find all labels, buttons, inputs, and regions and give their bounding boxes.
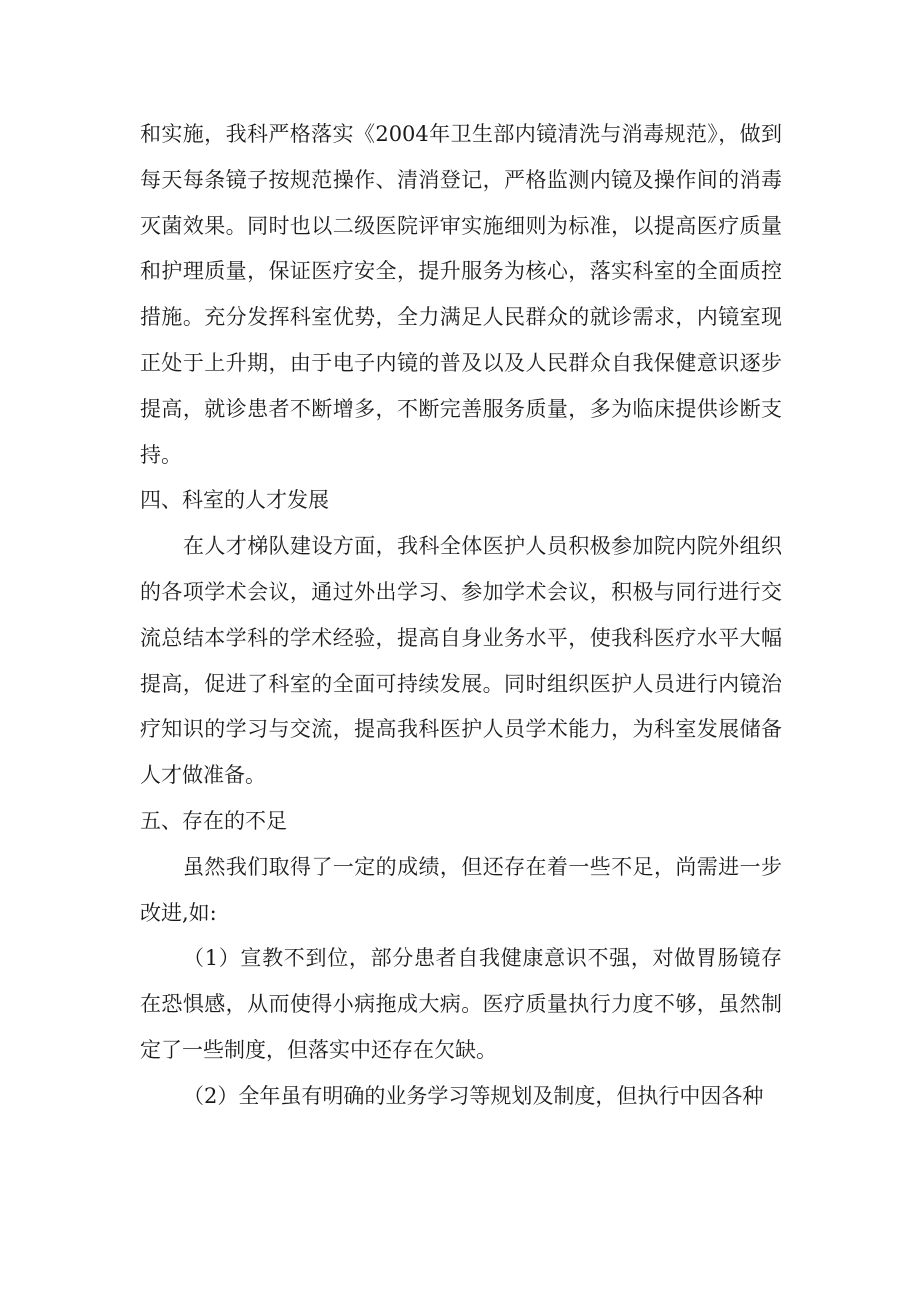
paragraph-shortcomings-intro: 虽然我们取得了一定的成绩，但还存在着一些不足，尚需进一步改进,如:: [140, 854, 782, 925]
list-item-1: （1）宣教不到位，部分患者自我健康意识不强，对做胃肠镜存在恐惧感，从而使得小病拖成大病。医疗质量执行力度不够，虽然制定了一些制度，但落实中还存在欠缺。: [140, 946, 782, 1062]
section-heading-four: 四、科室的人才发展: [140, 488, 329, 513]
section-heading-five: 五、存在的不足: [140, 808, 287, 833]
list-item-2: （2）全年虽有明确的业务学习等规划及制度，但执行中因各种: [183, 1083, 764, 1108]
document-body: [140, 112, 782, 1120]
paragraph-continued: 和实施，我科严格落实《2004年卫生部内镜清洗与消毒规范》，做到每天每条镜子按规范操作、清消登记，严格监测内镜及操作间的消毒灭菌效果。同时也以二级医院评审实施细则为标准，以提高医疗质量和护理质量，保证医疗安全，提升服务为核心，落实科室的全面质控措施。充分发挥科室优势，全力满足人民群众的就诊需求，内镜室现正处于上升期，由于电子内镜的普及以及人民群众自我保健意识逐步提高，就诊患者不断增多，不断完善服务质量，多为临床提供诊断支持。: [140, 122, 782, 467]
paragraph-talent-development: 在人才梯队建设方面，我科全体医护人员积极参加院内院外组织的各项学术会议，通过外出学习、参加学术会议，积极与同行进行交流总结本学科的学术经验，提高自身业务水平，使我科医疗水平大幅提高，促进了科室的全面可持续发展。同时组织医护人员进行内镜治疗知识的学习与交流，提高我科医护人员学术能力，为科室发展储备人才做准备。: [140, 534, 782, 788]
